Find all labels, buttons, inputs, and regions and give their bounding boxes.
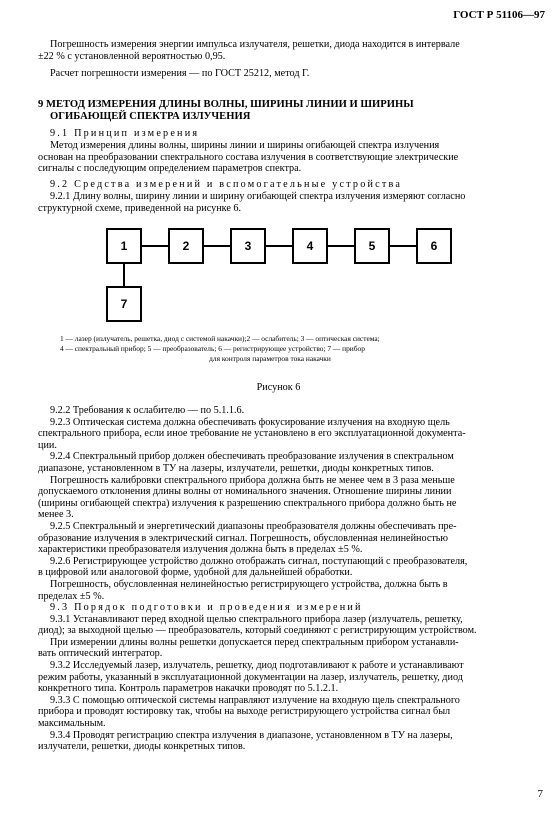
text-line: прибора и проводят юстировку так, чтобы на выходе регистрирующего устройства сигнал был bbox=[38, 706, 451, 718]
subsection-9-1-title: 9.1 Принцип измерения bbox=[50, 128, 200, 139]
text-line: менее 3. bbox=[38, 509, 74, 521]
text-line: Погрешность калибровки спектрального прибора должна быть не менее чем в 3 раза меньше bbox=[50, 474, 455, 486]
text-line: диод); за выходной щелью — преобразователь, который соединяют с регистрирующим устройством. bbox=[38, 625, 477, 637]
text-line: допускаемого отклонения длины волны от номинального значения. Отношение ширины линии bbox=[38, 486, 452, 498]
text-line: основан на преобразовании спектрального состава излучения в соответствующие электрические bbox=[38, 151, 459, 163]
structural-diagram bbox=[0, 0, 557, 340]
text-line: При измерении длины волны решетки допускается перед спектральным прибором устанавли- bbox=[50, 636, 459, 648]
text-line: Метод измерения длины волны, ширины линии и ширины огибающей спектра излучения bbox=[50, 140, 440, 151]
document-id-header: ГОСТ Р 51106—97 bbox=[453, 9, 545, 21]
diagram-box-1-label: 1 bbox=[120, 239, 128, 253]
text-line: максимальным. bbox=[38, 718, 106, 730]
text-line: 9.2.5 Спектральный и энергетический диапазоны преобразователя должны обеспечивать пре- bbox=[50, 520, 457, 532]
text-line: вать оптический интегратор. bbox=[38, 648, 163, 660]
text-line: в цифровой или аналоговой форме, удобной для дальнейшей обработки. bbox=[38, 567, 353, 579]
section-title-line-2: ОГИБАЮЩЕЙ СПЕКТРА ИЗЛУЧЕНИЯ bbox=[50, 111, 251, 122]
diagram-box-3-label: 3 bbox=[244, 239, 252, 253]
figure-label: Рисунок 6 bbox=[256, 382, 301, 393]
text-line: пределах ±5 %. bbox=[38, 590, 105, 602]
intro-paragraph-2: Расчет погрешности измерения — по ГОСТ 25212, метод Г. bbox=[50, 68, 310, 79]
text-line: 9.3.2 Исследуемый лазер, излучатель, решетку, диод подготавливают к работе и устанавливают bbox=[50, 660, 464, 672]
text-line: режим работы, указанный в эксплуатационной документации на лазер, излучатель, решетку, диод bbox=[38, 671, 463, 683]
text-line: 9.3.4 Проводят регистрацию спектра излучения в диапазоне, установленном в ТУ на лазеры, bbox=[50, 729, 453, 741]
text-line: 9.2.2 Требования к ослабителю — по 5.1.1.6. bbox=[50, 405, 245, 416]
body-paragraphs bbox=[38, 405, 544, 753]
text-line: 9.3.1 Устанавливают перед входной щелью спектрального прибора лазер (излучатель, решетку, bbox=[50, 613, 463, 625]
text-line: сигналы с последующим определением параметров спектра. bbox=[38, 163, 302, 175]
text-line: ции. bbox=[38, 439, 57, 451]
text-line: спектрального прибора, если иное требование не установлено в его эксплуатационной документа- bbox=[38, 428, 466, 440]
text-line: характеристики преобразователя излучения должна быть в пределах ±5 %. bbox=[38, 544, 363, 556]
text-line: 9.3.3 С помощью оптической системы направляют излучение на входную щель спектрального bbox=[50, 694, 460, 706]
text-line: структурной схеме, приведенной на рисунке 6. bbox=[38, 202, 242, 214]
text-line: 9.2.6 Регистрирующее устройство должно отображать сигнал, поступающий с преобразователя, bbox=[50, 555, 468, 567]
caption-line: 1 — лазер (излучатель, решетка, диод с системой накачки);2 — ослабитель; 3 — оптическая система; bbox=[60, 334, 380, 343]
subsection-9-2-title: 9.2 Средства измерений и вспомогательные устройства bbox=[50, 179, 403, 190]
text-line: 9.2.3 Оптическая система должна обеспечивать фокусирование излучения на входную щель bbox=[50, 416, 450, 428]
text-line: 9.2.1 Длину волны, ширину линии и ширину огибающей спектра излучения измеряют согласно bbox=[50, 191, 466, 202]
text-line: (ширины огибающей спектра) излучения к разрешению спектрального прибора должно быть не bbox=[38, 497, 457, 509]
diagram-box-6-label: 6 bbox=[430, 239, 438, 253]
text-line: 9.2.4 Спектральный прибор должен обеспечивать преобразование излучения в спектральном bbox=[50, 451, 454, 463]
caption-line: для контроля параметров тока накачки bbox=[209, 353, 331, 363]
page-number: 7 bbox=[537, 788, 543, 800]
text-line: излучатели, решетки, диоды конкретных типов. bbox=[38, 741, 246, 753]
diagram-box-4-label: 4 bbox=[306, 239, 314, 253]
diagram-box-5-label: 5 bbox=[368, 239, 376, 253]
text-line: образование излучения в электрический сигнал. Погрешность, обусловленная нелинейностью bbox=[38, 532, 449, 544]
text-line: Погрешность измерения энергии импульса излучателя, решетки, диода находится в интервале bbox=[50, 39, 460, 50]
caption-line: 4 — спектральный прибор; 5 — преобразователь; 6 — регистрирующее устройство; 7 — прибор bbox=[60, 343, 365, 353]
diagram-box-7-label: 7 bbox=[120, 297, 128, 311]
text-line: Погрешность, обусловленная нелинейностью регистрирующего устройства, должна быть в bbox=[50, 578, 448, 590]
text-line: ±22 % с установленной вероятностью 0,95. bbox=[38, 50, 226, 62]
text-line: конкретного типа. Контроль параметров накачки проводят по 5.1.2.1. bbox=[38, 683, 339, 695]
text-line: диапазоне, установленном в ТУ на лазеры, излучатели, решетки, диоды конкретных типов. bbox=[38, 462, 434, 474]
diagram-box-2-label: 2 bbox=[182, 239, 190, 253]
section-title-line-1: 9 МЕТОД ИЗМЕРЕНИЯ ДЛИНЫ ВОЛНЫ, ШИРИНЫ ЛИНИИ И ШИРИНЫ bbox=[38, 99, 414, 110]
subsection-9-3-title: 9.3 Порядок подготовки и проведения измерений bbox=[50, 602, 363, 614]
figure-caption bbox=[60, 334, 520, 363]
